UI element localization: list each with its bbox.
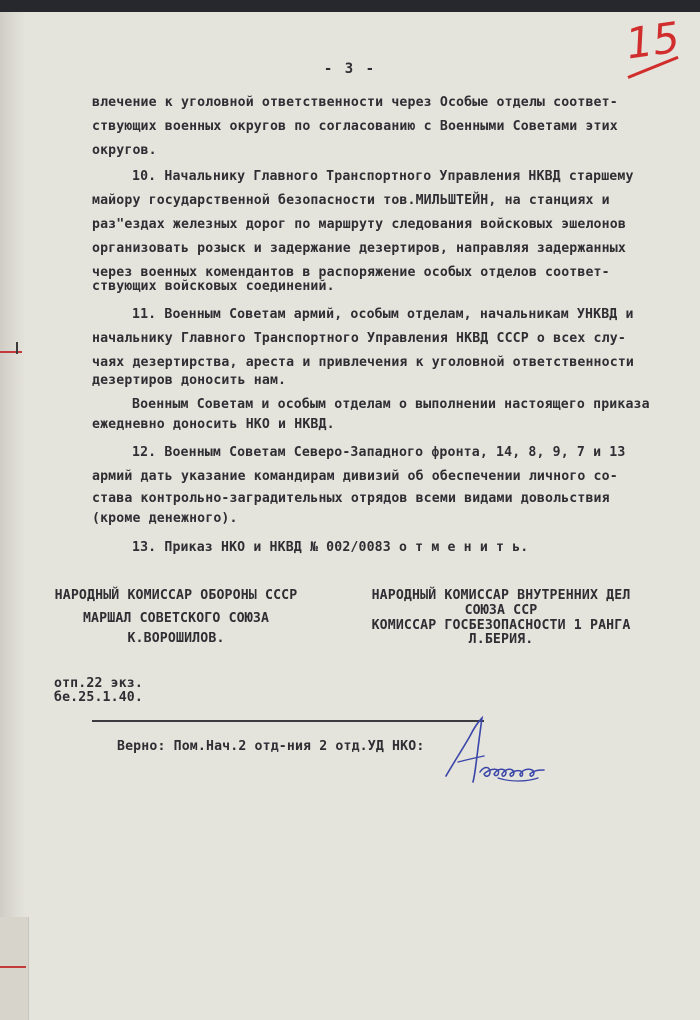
- text-line: армий дать указание командирам дивизий об обеспечении личного со-: [92, 469, 618, 484]
- signatory-left-rank: МАРШАЛ СОВЕТСКОГО СОЮЗА: [82, 611, 270, 626]
- signatory-right-rank: КОМИССАР ГОСБЕЗОПАСНОСТИ 1 РАНГА: [371, 618, 631, 633]
- certification-line: Верно: Пом.Нач.2 отд-ния 2 отд.УД НКО:: [117, 739, 425, 754]
- text-line: (кроме денежного).: [92, 511, 238, 526]
- text-line: 10. Начальнику Главного Транспортного Управления НКВД старшему: [132, 169, 634, 184]
- signatory-right-union: СОЮЗА ССР: [464, 603, 538, 618]
- distribution-copies: отп.22 экз.: [54, 676, 143, 691]
- text-line: ствующих войсковых соединений.: [92, 279, 335, 294]
- text-line: става контрольно-заградительных отрядов всеми видами довольствия: [92, 491, 610, 506]
- page-binding-strip: [0, 917, 29, 1020]
- signatory-right-name: Л.БЕРИЯ.: [468, 632, 534, 647]
- document-page: [0, 12, 700, 1020]
- margin-tick-mark: [16, 342, 24, 354]
- text-line: Военным Советам и особым отделам о выполнении настоящего приказа: [132, 397, 650, 412]
- text-line: 13. Приказ НКО и НКВД № 002/0083 о т м е н и т ь.: [132, 540, 529, 555]
- text-line: 12. Военным Советам Северо-Западного фронта, 14, 8, 9, 7 и 13: [132, 445, 626, 460]
- text-line: организовать розыск и задержание дезертиров, направляя задержанных: [92, 241, 626, 256]
- text-line: через военных комендантов в распоряжение особых отделов соответ-: [92, 265, 610, 280]
- handwritten-signature: [440, 712, 560, 792]
- page-number: - 3 -: [323, 61, 377, 77]
- red-margin-mark: [0, 966, 26, 968]
- text-line: начальнику Главного Транспортного Управления НКВД СССР о всех слу-: [92, 331, 626, 346]
- text-line: влечение к уголовной ответственности через Особые отделы соответ-: [92, 95, 618, 110]
- separator-line: [92, 720, 484, 722]
- text-line: дезертиров доносить нам.: [92, 373, 287, 388]
- text-line: раз"ездах железных дорог по маршруту следования войсковых эшелонов: [92, 217, 626, 232]
- distribution-date: бе.25.1.40.: [54, 690, 143, 705]
- archive-folio-number: 15: [622, 12, 683, 69]
- text-line: округов.: [92, 143, 157, 158]
- signatory-right-title: НАРОДНЫЙ КОМИССАР ВНУТРЕННИХ ДЕЛ: [371, 588, 631, 603]
- scanner-top-bar: [0, 0, 700, 12]
- text-line: майору государственной безопасности тов.МИЛЬШТЕЙН, на станциях и: [92, 193, 610, 208]
- text-line: чаях дезертирства, ареста и привлечения к уголовной ответственности: [92, 355, 634, 370]
- signatory-left-title: НАРОДНЫЙ КОМИССАР ОБОРОНЫ СССР: [54, 588, 298, 603]
- text-line: ствующих военных округов по согласованию с Военными Советами этих: [92, 119, 618, 134]
- signatory-left-name: К.ВОРОШИЛОВ.: [127, 631, 225, 646]
- text-line: 11. Военным Советам армий, особым отделам, начальникам УНКВД и: [132, 307, 634, 322]
- page-left-edge: [0, 12, 26, 1020]
- text-line: ежедневно доносить НКО и НКВД.: [92, 417, 335, 432]
